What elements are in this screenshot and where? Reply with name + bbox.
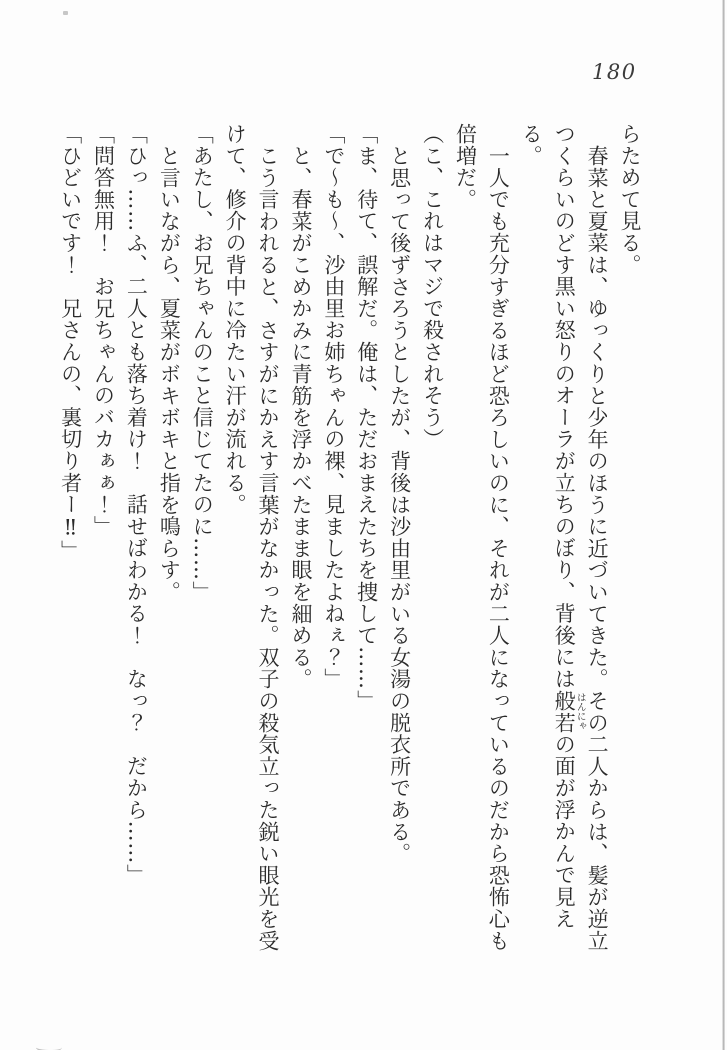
paragraph: 「ま、待て、誤解だ。俺は、ただおまえたちを捜して……」: [354, 123, 379, 712]
scan-artifact-mark: [36, 1042, 63, 1050]
paragraph-text: 春菜と夏菜は、ゆっくりと少年のほうに近づいてきた。その二人からは、髪が逆立つくらいのどす黒い怒りのオーラが立ちのぼり、背後には: [552, 123, 610, 952]
paragraph: と、春菜がこめかみに青筋を浮かべたまま眼を細める。: [288, 144, 313, 690]
page-edge-line: [722, 0, 725, 1050]
ruby-hannya: [552, 689, 586, 734]
paragraph: 「あたし、お兄ちゃんのこと信じてたのに……」: [190, 123, 215, 603]
paragraph: [514, 123, 613, 959]
paragraph: らためて見る。: [618, 123, 642, 276]
paragraph: こう言われると、さすがにかえす言葉がなかった。双子の殺気立った鋭い眼光を受けて、修介の背中に冷たい汗が流れる。: [223, 123, 281, 952]
paragraph: 「ひっ……ふ、二人とも落ち着け！ 話せばわかる！ なっ？ だから……」: [124, 123, 149, 886]
scan-artifact-speck: [63, 11, 68, 15]
paragraph: と思って後ずさろうとしたが、背後は沙由里がいる女湯の脱衣所である。: [387, 144, 412, 865]
paragraph: 「ひどいです！ 兄さんの、裏切り者ー‼」: [58, 123, 83, 562]
paragraph: 一人でも充分すぎるほど恐ろしいのに、それが二人になっているのだから恐怖心も倍増だ。: [453, 123, 511, 952]
paragraph: 「で〜も〜、沙由里お姉ちゃんの裸、見ましたよねぇ？」: [321, 123, 346, 690]
ruby-furigana: はんにゃ: [574, 689, 586, 734]
paragraph-text: の面が浮かんで見える。: [519, 123, 577, 930]
paragraph: 「問答無用！ お兄ちゃんのバカぁぁ！」: [91, 123, 116, 538]
page-number: 180: [592, 60, 637, 84]
paragraph: （こ、これはマジで殺されそう）: [420, 123, 445, 450]
text-area: [58, 123, 646, 959]
paragraph: と言いながら、夏菜がボキボキと指を鳴らす。: [157, 144, 182, 603]
ruby-base: 般若: [552, 689, 577, 734]
